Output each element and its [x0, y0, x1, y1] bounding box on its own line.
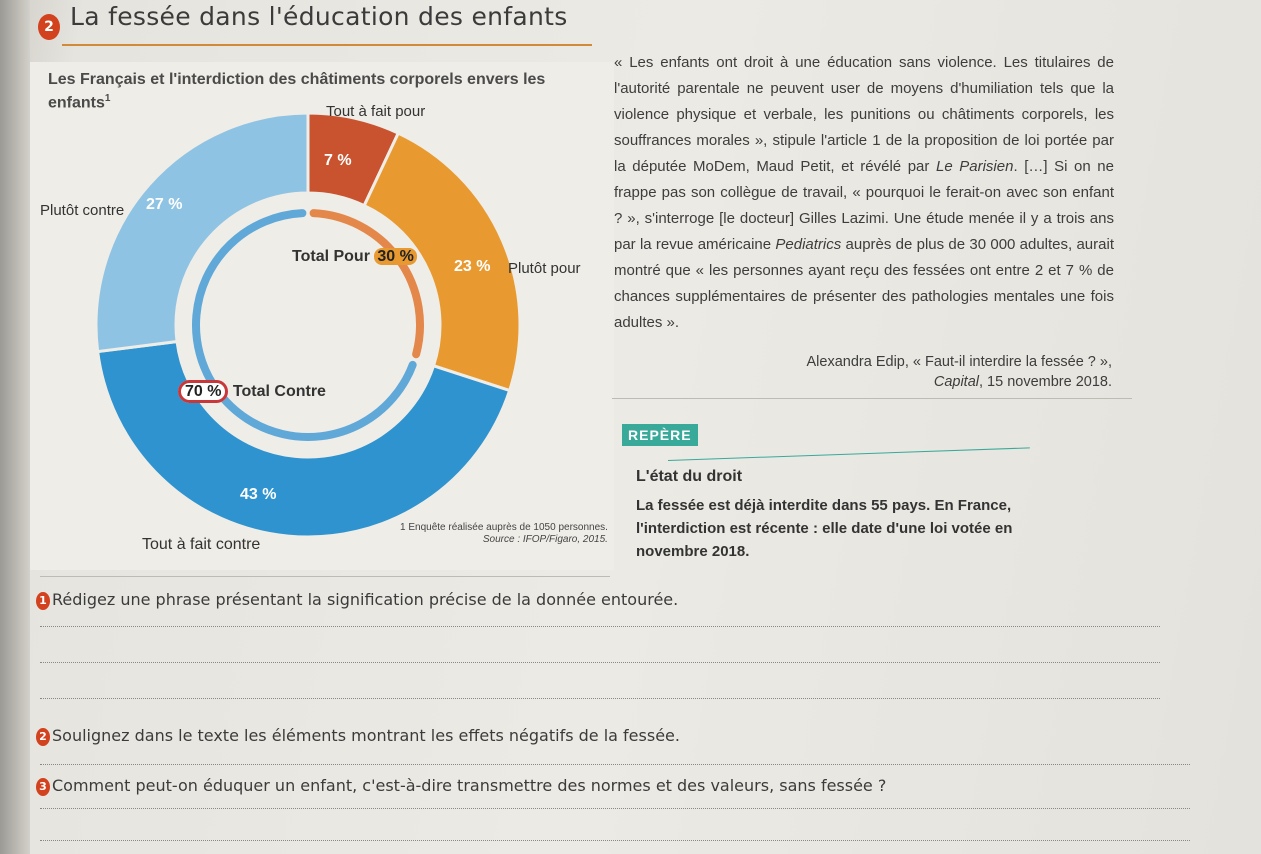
answer-line[interactable] — [40, 698, 1160, 699]
repere-text: La fessée est déjà interdite dans 55 pays. En France, l'interdiction est récente : elle date d'une loi votée en novembre 2018. — [636, 497, 1013, 560]
answer-line[interactable] — [40, 840, 1190, 841]
quote-rule — [612, 398, 1132, 399]
donut-chart — [30, 100, 590, 560]
chart-title: Les Français et l'interdiction des châtiments corporels envers les enfants$^1$ — [48, 71, 546, 112]
exercise-number-badge: 2 — [38, 14, 60, 40]
question-1: 1 Rédigez une phrase présentant la signification précise de la donnée entourée. — [36, 590, 678, 610]
total-pour-label: Total Pour 30 % — [292, 248, 417, 266]
quote-text: « Les enfants ont droit à une éducation sans violence. Les titulaires de l'autorité parentale ne peuvent user de moyens d'humiliation tels que la violence physique et verbale, les punitions ou châtiments corporels, les souffrances morales », stipule l'article 1 de la proposition de loi portée par la députée MoDem, Maud Petit, et révélé par Le Parisien. […] Si on ne frappe pas son collègue de travail, « pourquoi le ferait-on avec son enfant ? », s'interroge [le docteur] Gilles Lazimi. Une étude menée il y a trois ans par la revue américaine Pediatrics auprès de plus de 30 000 adultes, aurait montré que « les personnes ayant reçu des fessées ont entre 2 et 7 % de chances supplémentaires de présenter des pathologies mentales une fois adultes ». — [614, 54, 1114, 331]
total-contre-ring — [196, 213, 413, 437]
answer-line[interactable] — [40, 764, 1190, 765]
page-title: La fessée dans l'éducation des enfants — [70, 2, 568, 31]
title-underline — [62, 44, 592, 46]
chart-footnote: 1 Enquête réalisée auprès de 1050 personnes. Source : IFOP/Figaro, 2015. — [400, 522, 608, 545]
slice-label-plutot-pour: 23 % — [454, 258, 491, 275]
repere-line — [668, 447, 1030, 461]
total-contre-value-circled: 70 % — [178, 380, 228, 403]
category-label-tout-a-fait-pour: Tout à fait pour — [326, 103, 426, 120]
repere-title: L'état du droit — [636, 468, 743, 485]
question-2: 2 Soulignez dans le texte les éléments montrant les effets négatifs de la fessée. — [36, 726, 680, 746]
chart-bottom-rule — [40, 576, 610, 577]
total-pour-value: 30 % — [374, 248, 416, 265]
page-binding — [0, 0, 30, 854]
answer-line[interactable] — [40, 626, 1160, 627]
category-label-tout-a-fait-contre: Tout à fait contre — [142, 536, 261, 553]
slice-label-plutot-contre: 27 % — [146, 196, 183, 213]
total-contre-label: 70 % Total Contre — [178, 383, 326, 401]
category-label-plutot-contre: Plutôt contre — [40, 202, 125, 219]
category-label-plutot-pour: Plutôt pour — [508, 260, 581, 277]
slice-label-tout-a-fait-contre: 43 % — [240, 486, 277, 503]
quote-attribution: Alexandra Edip, « Faut-il interdire la fessée ? », Capital, 15 novembre 2018. — [806, 354, 1112, 390]
repere-badge: REPÈRE — [622, 424, 698, 446]
answer-line[interactable] — [40, 808, 1190, 809]
donut-slice-plutot-contre — [96, 113, 308, 352]
answer-line[interactable] — [40, 662, 1160, 663]
question-3: 3 Comment peut-on éduquer un enfant, c'est-à-dire transmettre des normes et des valeurs, sans fessée ? — [36, 776, 886, 796]
slice-label-tout-a-fait-pour: 7 % — [324, 152, 352, 169]
